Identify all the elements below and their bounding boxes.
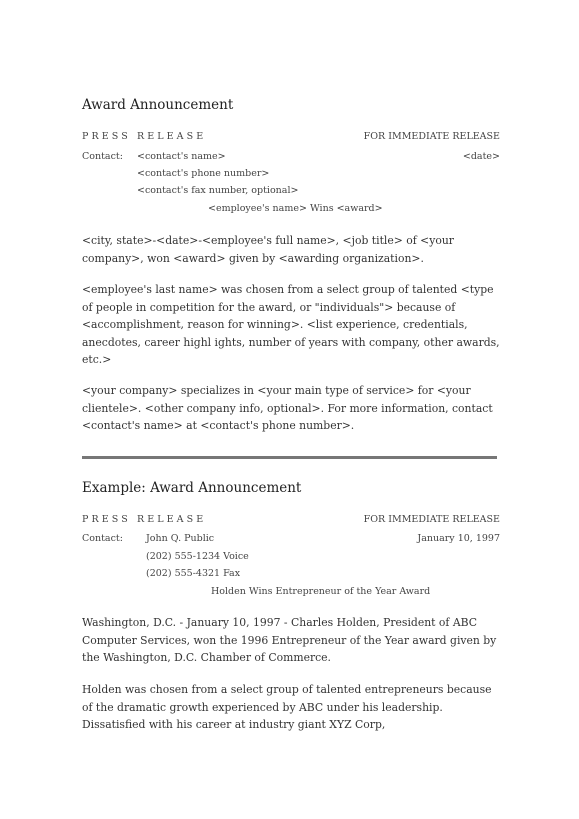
contact-fax: <contact's fax number, optional> — [137, 185, 299, 196]
example-title: Example: Award Announcement — [82, 480, 302, 496]
section-divider — [82, 456, 497, 459]
body-paragraph: <city, state>-<date>-<employee's full name>, <job title> of <your company>, won <award> given by <awarding organization>. — [82, 234, 454, 265]
press-release-label: PRESS RELEASE — [82, 131, 207, 142]
contact-name: <contact's name> — [137, 151, 226, 162]
immediate-release-label: FOR IMMEDIATE RELEASE — [363, 514, 500, 525]
immediate-release-label: FOR IMMEDIATE RELEASE — [363, 131, 500, 142]
body-paragraph: Washington, D.C. - January 10, 1997 - Charles Holden, President of ABC Computer Services, won the 1996 Entrepreneur of the Year award given by the Washington, D.C. Chamber of Commerce. — [82, 616, 497, 664]
template-title: Award Announcement — [82, 97, 234, 113]
contact-label: Contact: — [82, 151, 123, 162]
press-release-label: PRESS RELEASE — [82, 514, 207, 525]
body-paragraph: <employee's last name> was chosen from a select group of talented <type of people in competition for the award, or "individuals"> because of <accomplishment, reason for winning>. <list experience, credentials, anecdotes, career highl ights, number of years with company, other awards, etc.> — [82, 283, 500, 366]
contact-phone: <contact's phone number> — [137, 168, 270, 179]
contact-label: Contact: — [82, 533, 123, 544]
contact-phone: (202) 555-1234 Voice — [146, 551, 249, 562]
release-date: <date> — [462, 151, 500, 162]
body-paragraph: <your company> specializes in <your main type of service> for <your clientele>. <other company info, optional>. For more information, contact <contact's name> at <contact's phone number>. — [82, 384, 493, 432]
body-paragraph: Holden was chosen from a select group of talented entrepreneurs because of the dramatic growth experienced by ABC under his leadership. Dissatisfied with his career at industry giant XYZ Corp, — [82, 683, 492, 731]
contact-name: John Q. Public — [146, 533, 215, 544]
contact-fax: (202) 555-4321 Fax — [146, 568, 241, 579]
headline: <employee's name> Wins <award> — [208, 203, 383, 214]
headline: Holden Wins Entrepreneur of the Year Award — [211, 586, 431, 597]
release-date: January 10, 1997 — [417, 533, 500, 544]
